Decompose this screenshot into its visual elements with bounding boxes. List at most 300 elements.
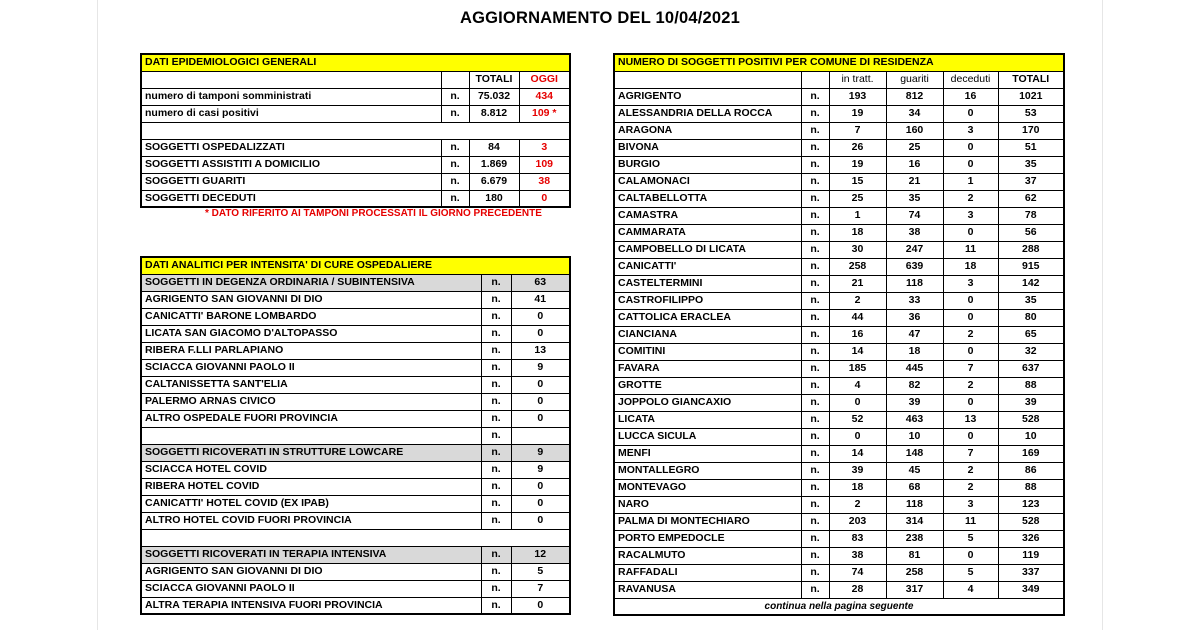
unit-label: n. — [801, 360, 829, 377]
unit-label: n. — [481, 342, 511, 359]
unit-label: n. — [481, 308, 511, 325]
count-value: 9 — [511, 444, 570, 461]
row-label: SCIACCA HOTEL COVID — [141, 461, 481, 478]
unit-label: n. — [481, 291, 511, 308]
in-tratt-value: 15 — [829, 173, 886, 190]
comune-row — [614, 88, 1064, 105]
unit-label: n. — [481, 512, 511, 529]
in-tratt-value: 258 — [829, 258, 886, 275]
totali-value: 86 — [998, 462, 1064, 479]
unit-label: n. — [441, 139, 469, 156]
count-value: 0 — [511, 597, 570, 614]
general-heading: DATI EPIDEMIOLOGICI GENERALI — [141, 54, 570, 71]
spacer-row — [141, 122, 570, 139]
in-tratt-value: 44 — [829, 309, 886, 326]
col-oggi-header: OGGI — [519, 71, 570, 88]
in-tratt-value: 1 — [829, 207, 886, 224]
hospital-group-row — [141, 444, 570, 461]
hospital-row — [141, 291, 570, 308]
row-label: SOGGETTI DECEDUTI — [141, 190, 441, 207]
hospital-care-table — [140, 256, 571, 615]
comune-row — [614, 173, 1064, 190]
unit-label: n. — [441, 173, 469, 190]
unit-label: n. — [801, 377, 829, 394]
deceduti-value: 0 — [943, 309, 998, 326]
count-value: 0 — [511, 512, 570, 529]
unit-label: n. — [481, 461, 511, 478]
deceduti-value: 5 — [943, 564, 998, 581]
in-tratt-value: 19 — [829, 156, 886, 173]
in-tratt-value: 185 — [829, 360, 886, 377]
in-tratt-value: 25 — [829, 190, 886, 207]
comune-row — [614, 462, 1064, 479]
comune-name: GROTTE — [614, 377, 801, 394]
row-label: PALERMO ARNAS CIVICO — [141, 393, 481, 410]
footnote: * DATO RIFERITO AI TAMPONI PROCESSATI IL GIORNO PRECEDENTE — [205, 208, 542, 219]
in-tratt-value: 193 — [829, 88, 886, 105]
in-tratt-value: 83 — [829, 530, 886, 547]
hospital-row — [141, 376, 570, 393]
totali-value: 288 — [998, 241, 1064, 258]
comune-name: LICATA — [614, 411, 801, 428]
guariti-value: 812 — [886, 88, 943, 105]
hospital-row — [141, 529, 570, 546]
unit-label: n. — [801, 496, 829, 513]
unit-label: n. — [441, 156, 469, 173]
row-label: numero di tamponi somministrati — [141, 88, 441, 105]
comune-row — [614, 530, 1064, 547]
deceduti-value: 3 — [943, 122, 998, 139]
general-row — [141, 173, 570, 190]
unit-label: n. — [801, 309, 829, 326]
comune-row — [614, 496, 1064, 513]
oggi-value: 109 * — [519, 105, 570, 122]
unit-label: n. — [801, 241, 829, 258]
row-label: SOGGETTI IN DEGENZA ORDINARIA / SUBINTENSIVA — [141, 274, 481, 291]
hospital-row — [141, 393, 570, 410]
in-tratt-value: 52 — [829, 411, 886, 428]
comune-name: CASTROFILIPPO — [614, 292, 801, 309]
unit-label: n. — [481, 376, 511, 393]
deceduti-value: 13 — [943, 411, 998, 428]
comune-row — [614, 343, 1064, 360]
unit-label: n. — [801, 122, 829, 139]
totali-value: 1021 — [998, 88, 1064, 105]
oggi-value: 434 — [519, 88, 570, 105]
comune-row — [614, 513, 1064, 530]
totali-value: 78 — [998, 207, 1064, 224]
totali-value: 51 — [998, 139, 1064, 156]
comune-row — [614, 190, 1064, 207]
hospital-row — [141, 461, 570, 478]
comune-name: CALAMONACI — [614, 173, 801, 190]
guariti-value: 38 — [886, 224, 943, 241]
comune-name: MONTALLEGRO — [614, 462, 801, 479]
deceduti-value: 3 — [943, 207, 998, 224]
unit-label: n. — [481, 495, 511, 512]
unit-label: n. — [481, 580, 511, 597]
row-label: RIBERA HOTEL COVID — [141, 478, 481, 495]
unit-label: n. — [441, 105, 469, 122]
guariti-value: 34 — [886, 105, 943, 122]
in-tratt-value: 21 — [829, 275, 886, 292]
unit-label: n. — [801, 530, 829, 547]
unit-label: n. — [801, 258, 829, 275]
unit-label: n. — [441, 190, 469, 207]
totali-value: 88 — [998, 479, 1064, 496]
col-guariti-header: guariti — [886, 71, 943, 88]
in-tratt-value: 18 — [829, 479, 886, 496]
guariti-value: 68 — [886, 479, 943, 496]
totali-value: 528 — [998, 513, 1064, 530]
deceduti-value: 3 — [943, 496, 998, 513]
col-totali-header: TOTALI — [469, 71, 519, 88]
comune-name: RAFFADALI — [614, 564, 801, 581]
comune-row — [614, 309, 1064, 326]
comune-row — [614, 394, 1064, 411]
totali-value: 169 — [998, 445, 1064, 462]
deceduti-value: 3 — [943, 275, 998, 292]
guariti-value: 39 — [886, 394, 943, 411]
spacer-cell — [141, 529, 570, 546]
totali-value: 349 — [998, 581, 1064, 598]
deceduti-value: 0 — [943, 547, 998, 564]
deceduti-value: 2 — [943, 326, 998, 343]
totali-value: 142 — [998, 275, 1064, 292]
guariti-value: 317 — [886, 581, 943, 598]
in-tratt-value: 38 — [829, 547, 886, 564]
unit-label: n. — [481, 478, 511, 495]
hospital-row — [141, 580, 570, 597]
count-value: 9 — [511, 461, 570, 478]
comune-name: COMITINI — [614, 343, 801, 360]
deceduti-value: 0 — [943, 428, 998, 445]
general-row — [141, 139, 570, 156]
row-label: LICATA SAN GIACOMO D'ALTOPASSO — [141, 325, 481, 342]
row-label: ALTRO OSPEDALE FUORI PROVINCIA — [141, 410, 481, 427]
count-value: 0 — [511, 376, 570, 393]
totali-value: 56 — [998, 224, 1064, 241]
count-value: 0 — [511, 495, 570, 512]
in-tratt-value: 28 — [829, 581, 886, 598]
deceduti-value: 0 — [943, 156, 998, 173]
unit-label: n. — [801, 564, 829, 581]
row-label: RIBERA F.LLI PARLAPIANO — [141, 342, 481, 359]
in-tratt-value: 74 — [829, 564, 886, 581]
in-tratt-value: 4 — [829, 377, 886, 394]
unit-label: n. — [801, 275, 829, 292]
deceduti-value: 0 — [943, 292, 998, 309]
oggi-value: 0 — [519, 190, 570, 207]
count-value: 7 — [511, 580, 570, 597]
in-tratt-value: 19 — [829, 105, 886, 122]
row-label: CALTANISSETTA SANT'ELIA — [141, 376, 481, 393]
guariti-value: 160 — [886, 122, 943, 139]
general-row — [141, 156, 570, 173]
comune-row — [614, 581, 1064, 598]
guariti-value: 33 — [886, 292, 943, 309]
totali-value: 53 — [998, 105, 1064, 122]
comune-name: CAMASTRA — [614, 207, 801, 224]
comune-name: BIVONA — [614, 139, 801, 156]
row-label: AGRIGENTO SAN GIOVANNI DI DIO — [141, 563, 481, 580]
hospital-row — [141, 478, 570, 495]
in-tratt-value: 30 — [829, 241, 886, 258]
comune-row — [614, 479, 1064, 496]
comune-name: ARAGONA — [614, 122, 801, 139]
comune-row — [614, 377, 1064, 394]
unit-label: n. — [441, 88, 469, 105]
comune-row — [614, 105, 1064, 122]
comune-name: CAMMARATA — [614, 224, 801, 241]
in-tratt-value: 14 — [829, 445, 886, 462]
unit-label: n. — [801, 513, 829, 530]
general-row — [141, 88, 570, 105]
unit-label: n. — [801, 343, 829, 360]
guariti-value: 82 — [886, 377, 943, 394]
guariti-value: 25 — [886, 139, 943, 156]
comune-row — [614, 275, 1064, 292]
comune-name: LUCCA SICULA — [614, 428, 801, 445]
comune-name: CASTELTERMINI — [614, 275, 801, 292]
unit-label: n. — [801, 394, 829, 411]
comune-row — [614, 547, 1064, 564]
deceduti-value: 2 — [943, 479, 998, 496]
guariti-value: 247 — [886, 241, 943, 258]
unit-label: n. — [801, 326, 829, 343]
totali-value: 8.812 — [469, 105, 519, 122]
comune-row — [614, 292, 1064, 309]
row-label — [141, 427, 481, 444]
row-label: numero di casi positivi — [141, 105, 441, 122]
comune-row — [614, 411, 1064, 428]
comune-row — [614, 156, 1064, 173]
totali-value: 10 — [998, 428, 1064, 445]
in-tratt-value: 0 — [829, 394, 886, 411]
totali-value: 37 — [998, 173, 1064, 190]
totali-value: 326 — [998, 530, 1064, 547]
deceduti-value: 0 — [943, 343, 998, 360]
deceduti-value: 2 — [943, 462, 998, 479]
in-tratt-value: 203 — [829, 513, 886, 530]
count-value: 0 — [511, 325, 570, 342]
guariti-value: 74 — [886, 207, 943, 224]
in-tratt-value: 2 — [829, 496, 886, 513]
oggi-value: 3 — [519, 139, 570, 156]
totali-value: 35 — [998, 156, 1064, 173]
comune-row — [614, 326, 1064, 343]
guariti-value: 45 — [886, 462, 943, 479]
comune-row — [614, 241, 1064, 258]
deceduti-value: 0 — [943, 105, 998, 122]
comune-name: CANICATTI' — [614, 258, 801, 275]
guariti-value: 47 — [886, 326, 943, 343]
guariti-value: 21 — [886, 173, 943, 190]
totali-value: 123 — [998, 496, 1064, 513]
oggi-value: 38 — [519, 173, 570, 190]
totali-value: 39 — [998, 394, 1064, 411]
row-label: AGRIGENTO SAN GIOVANNI DI DIO — [141, 291, 481, 308]
unit-label: n. — [801, 105, 829, 122]
totali-value: 119 — [998, 547, 1064, 564]
deceduti-value: 18 — [943, 258, 998, 275]
comune-name: CIANCIANA — [614, 326, 801, 343]
unit-label: n. — [481, 546, 511, 563]
count-value: 9 — [511, 359, 570, 376]
deceduti-value: 7 — [943, 360, 998, 377]
comune-name: ALESSANDRIA DELLA ROCCA — [614, 105, 801, 122]
comune-name: MENFI — [614, 445, 801, 462]
comune-row — [614, 122, 1064, 139]
count-value: 12 — [511, 546, 570, 563]
row-label: CANICATTI' HOTEL COVID (EX IPAB) — [141, 495, 481, 512]
totali-value: 528 — [998, 411, 1064, 428]
unit-label: n. — [481, 444, 511, 461]
guariti-value: 10 — [886, 428, 943, 445]
comune-name: JOPPOLO GIANCAXIO — [614, 394, 801, 411]
unit-label: n. — [481, 563, 511, 580]
unit-label: n. — [801, 88, 829, 105]
comune-row — [614, 360, 1064, 377]
continue-note: continua nella pagina seguente — [614, 598, 1064, 615]
comune-name: AGRIGENTO — [614, 88, 801, 105]
in-tratt-value: 39 — [829, 462, 886, 479]
guariti-value: 36 — [886, 309, 943, 326]
comune-name: MONTEVAGO — [614, 479, 801, 496]
deceduti-value: 0 — [943, 394, 998, 411]
unit-label: n. — [801, 428, 829, 445]
row-label: SCIACCA GIOVANNI PAOLO II — [141, 359, 481, 376]
row-label: SOGGETTI RICOVERATI IN TERAPIA INTENSIVA — [141, 546, 481, 563]
hospital-row — [141, 427, 570, 444]
unit-label: n. — [801, 173, 829, 190]
guariti-value: 314 — [886, 513, 943, 530]
unit-label: n. — [481, 597, 511, 614]
totali-value: 6.679 — [469, 173, 519, 190]
guariti-value: 238 — [886, 530, 943, 547]
in-tratt-value: 18 — [829, 224, 886, 241]
unit-label: n. — [481, 325, 511, 342]
deceduti-value: 0 — [943, 224, 998, 241]
hospital-row — [141, 597, 570, 614]
count-value: 5 — [511, 563, 570, 580]
row-label: ALTRA TERAPIA INTENSIVA FUORI PROVINCIA — [141, 597, 481, 614]
hospital-row — [141, 410, 570, 427]
deceduti-value: 5 — [943, 530, 998, 547]
count-value: 0 — [511, 308, 570, 325]
comune-name: RACALMUTO — [614, 547, 801, 564]
totali-value: 180 — [469, 190, 519, 207]
comune-name: FAVARA — [614, 360, 801, 377]
count-value: 63 — [511, 274, 570, 291]
row-label: CANICATTI' BARONE LOMBARDO — [141, 308, 481, 325]
unit-label: n. — [801, 445, 829, 462]
deceduti-value: 2 — [943, 377, 998, 394]
comuni-table — [613, 53, 1065, 616]
comune-name: NARO — [614, 496, 801, 513]
totali-value: 84 — [469, 139, 519, 156]
guariti-value: 18 — [886, 343, 943, 360]
in-tratt-value: 16 — [829, 326, 886, 343]
unit-label: n. — [481, 427, 511, 444]
row-label: ALTRO HOTEL COVID FUORI PROVINCIA — [141, 512, 481, 529]
col-tratt-header: in tratt. — [829, 71, 886, 88]
comune-name: PALMA DI MONTECHIARO — [614, 513, 801, 530]
empty-cell — [519, 122, 570, 139]
totali-value: 62 — [998, 190, 1064, 207]
count-value: 41 — [511, 291, 570, 308]
empty-cell — [469, 122, 519, 139]
deceduti-value: 4 — [943, 581, 998, 598]
totali-value: 637 — [998, 360, 1064, 377]
comune-row — [614, 258, 1064, 275]
totali-value: 80 — [998, 309, 1064, 326]
row-label: SOGGETTI RICOVERATI IN STRUTTURE LOWCARE — [141, 444, 481, 461]
hospital-group-row — [141, 274, 570, 291]
row-label: SOGGETTI OSPEDALIZZATI — [141, 139, 441, 156]
comune-name: PORTO EMPEDOCLE — [614, 530, 801, 547]
hospital-group-row — [141, 546, 570, 563]
unit-label: n. — [801, 292, 829, 309]
comune-name: CATTOLICA ERACLEA — [614, 309, 801, 326]
guariti-value: 463 — [886, 411, 943, 428]
guariti-value: 445 — [886, 360, 943, 377]
totali-value: 32 — [998, 343, 1064, 360]
totali-value: 170 — [998, 122, 1064, 139]
totali-value: 65 — [998, 326, 1064, 343]
unit-label: n. — [481, 274, 511, 291]
count-value — [511, 427, 570, 444]
hospital-row — [141, 359, 570, 376]
unit-label: n. — [801, 207, 829, 224]
count-value: 13 — [511, 342, 570, 359]
in-tratt-value: 26 — [829, 139, 886, 156]
row-label: SCIACCA GIOVANNI PAOLO II — [141, 580, 481, 597]
hospital-row — [141, 342, 570, 359]
comune-name: BURGIO — [614, 156, 801, 173]
count-value: 0 — [511, 478, 570, 495]
deceduti-value: 0 — [943, 139, 998, 156]
empty-cell — [441, 122, 469, 139]
guariti-value: 148 — [886, 445, 943, 462]
general-row — [141, 190, 570, 207]
guariti-value: 35 — [886, 190, 943, 207]
guariti-value: 118 — [886, 496, 943, 513]
in-tratt-value: 0 — [829, 428, 886, 445]
unit-label: n. — [801, 462, 829, 479]
deceduti-value: 2 — [943, 190, 998, 207]
comune-row — [614, 428, 1064, 445]
unit-label: n. — [801, 156, 829, 173]
col-deceduti-header: deceduti — [943, 71, 998, 88]
col-totali-header: TOTALI — [998, 71, 1064, 88]
comune-name: RAVANUSA — [614, 581, 801, 598]
totali-value: 88 — [998, 377, 1064, 394]
unit-label: n. — [801, 411, 829, 428]
guariti-value: 258 — [886, 564, 943, 581]
unit-label: n. — [481, 393, 511, 410]
comune-row — [614, 207, 1064, 224]
deceduti-value: 11 — [943, 241, 998, 258]
deceduti-value: 7 — [943, 445, 998, 462]
in-tratt-value: 7 — [829, 122, 886, 139]
comune-name: CAMPOBELLO DI LICATA — [614, 241, 801, 258]
guariti-value: 81 — [886, 547, 943, 564]
unit-label: n. — [801, 190, 829, 207]
in-tratt-value: 14 — [829, 343, 886, 360]
unit-label: n. — [481, 410, 511, 427]
guariti-value: 16 — [886, 156, 943, 173]
